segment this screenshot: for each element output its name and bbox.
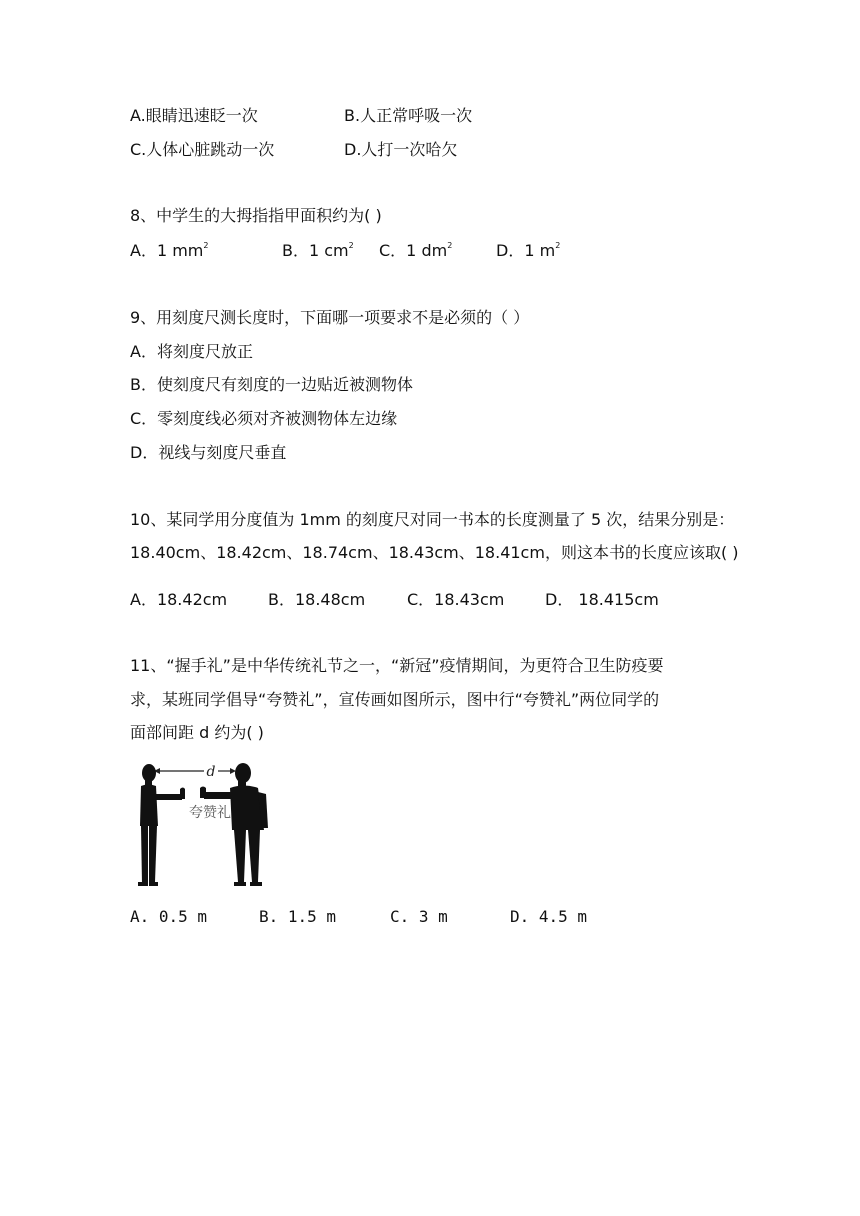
figure-caption: 夸赞礼 bbox=[189, 805, 231, 821]
q10-option-a[interactable]: A．18.42cm bbox=[130, 590, 228, 609]
q11-stem-line1: 11、“握手礼”是中华传统礼节之一，“新冠”疫情期间，为更符合卫生防疫要 bbox=[130, 656, 664, 675]
q10-option-b[interactable]: B．18.48cm bbox=[268, 590, 366, 609]
q10-option-c[interactable]: C．18.43cm bbox=[407, 590, 505, 609]
figure-illustration bbox=[134, 758, 304, 890]
right-person-silhouette bbox=[200, 763, 268, 886]
q8-option-c-text: C．1 dm bbox=[379, 241, 448, 260]
q7-option-c[interactable]: C.人体心脏跳动一次 bbox=[130, 140, 275, 159]
left-person-silhouette bbox=[138, 764, 185, 886]
distance-label: d bbox=[206, 764, 216, 780]
q9-option-c[interactable]: C．零刻度线必须对齐被测物体左边缘 bbox=[130, 409, 398, 428]
q8-stem: 8、中学生的大拇指指甲面积约为( ) bbox=[130, 206, 382, 225]
q10-option-d[interactable]: D． 18.415cm bbox=[545, 590, 659, 609]
q7-option-a[interactable]: A.眼睛迅速眨一次 bbox=[130, 106, 258, 125]
q8-option-b-exponent: 2 bbox=[348, 241, 354, 250]
q8-option-c-exponent: 2 bbox=[447, 241, 453, 250]
q8-option-a[interactable] bbox=[130, 241, 208, 261]
q11-stem-line2: 求，某班同学倡导“夸赞礼”，宣传画如图所示，图中行“夸赞礼”两位同学的 bbox=[130, 690, 660, 709]
q9-option-d[interactable]: D．视线与刻度尺垂直 bbox=[130, 443, 287, 462]
q11-option-c[interactable]: C. 3 m bbox=[390, 907, 448, 926]
q8-option-a-exponent: 2 bbox=[203, 241, 209, 250]
q10-stem-line2: 18.40cm、18.42cm、18.74cm、18.43cm、18.41cm，则这本书的长度应该取( ) bbox=[130, 543, 739, 562]
q9-stem: 9、用刻度尺测长度时，下面哪一项要求不是必须的（ ） bbox=[130, 308, 530, 327]
q8-option-b[interactable] bbox=[282, 241, 354, 261]
q11-option-b[interactable]: B. 1.5 m bbox=[259, 907, 337, 926]
q8-option-c[interactable] bbox=[379, 241, 452, 261]
q9-option-a[interactable]: A．将刻度尺放正 bbox=[130, 342, 253, 361]
thumbs-up-greeting-figure bbox=[134, 758, 304, 890]
q8-option-a-text: A．1 mm bbox=[130, 241, 204, 260]
q11-stem-line3: 面部间距 d 约为( ) bbox=[130, 723, 264, 742]
q11-option-d[interactable]: D. 4.5 m bbox=[510, 907, 588, 926]
q8-option-d-text: D．1 m bbox=[496, 241, 556, 260]
q8-option-d[interactable] bbox=[496, 241, 560, 261]
q7-option-d[interactable]: D.人打一次哈欠 bbox=[344, 140, 458, 159]
q7-option-b[interactable]: B.人正常呼吸一次 bbox=[344, 106, 473, 125]
q10-stem-line1: 10、某同学用分度值为 1mm 的刻度尺对同一书本的长度测量了 5 次，结果分别是： bbox=[130, 510, 735, 529]
q8-option-b-text: B．1 cm bbox=[282, 241, 349, 260]
q8-option-d-exponent: 2 bbox=[555, 241, 561, 250]
q11-option-a[interactable]: A. 0.5 m bbox=[130, 907, 208, 926]
q9-option-b[interactable]: B．使刻度尺有刻度的一边贴近被测物体 bbox=[130, 375, 413, 394]
